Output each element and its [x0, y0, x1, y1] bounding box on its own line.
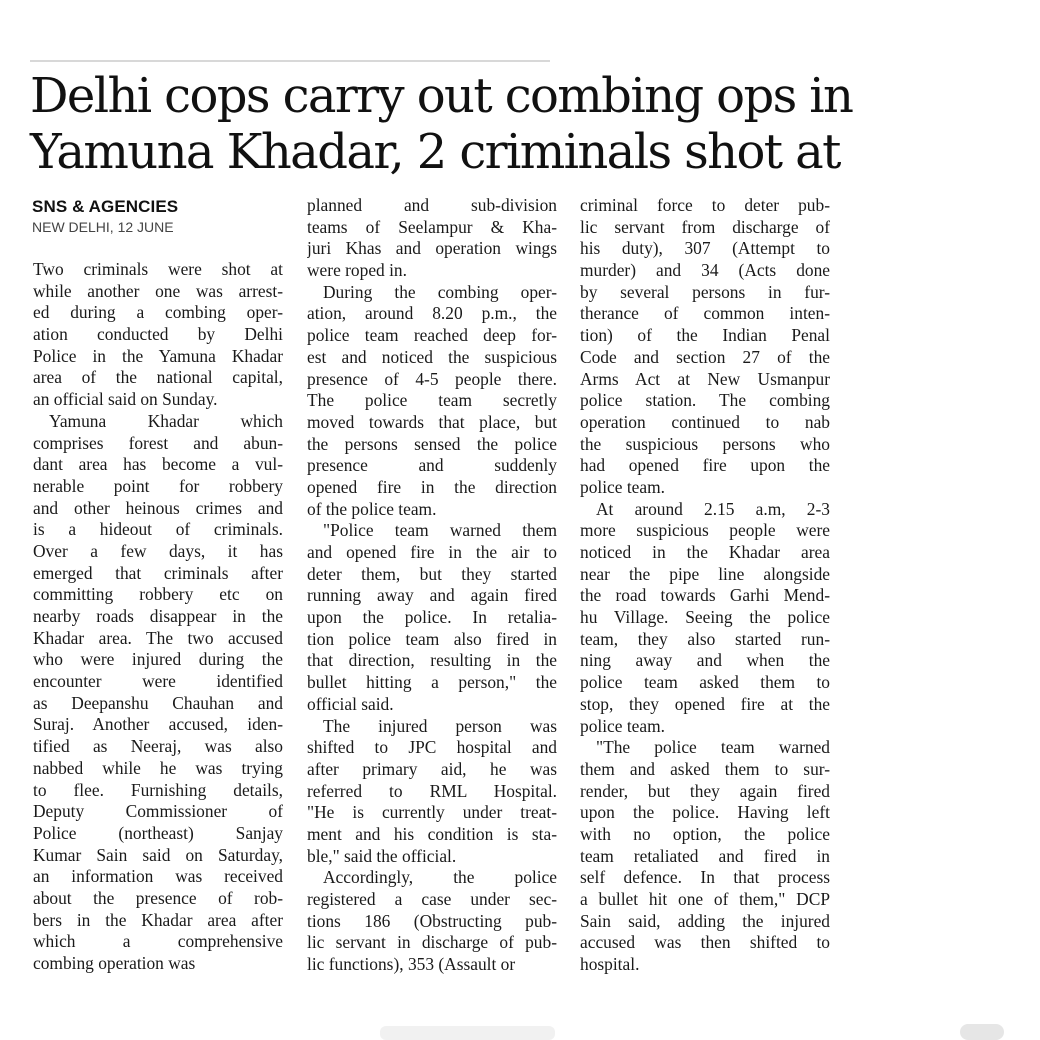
- text-line: nerable point for robbery: [33, 475, 283, 496]
- text-line: lic functions), 353 (Assault or: [307, 954, 516, 975]
- byline-dateline: NEW DELHI, 12 JUNE: [32, 219, 174, 235]
- text-line: tion police team also fired in: [307, 628, 557, 649]
- text-line: police team.: [580, 476, 665, 497]
- text-line: Suraj. Another accused, iden-: [33, 714, 283, 735]
- text-line: murder) and 34 (Acts done: [580, 260, 830, 281]
- text-line: The police team secretly: [307, 390, 557, 411]
- text-line: self defence. In that process: [580, 867, 830, 888]
- article-headline: [30, 68, 1010, 180]
- text-line: bers in the Khadar area after: [33, 909, 283, 930]
- text-line: hu Village. Seeing the police: [580, 607, 830, 628]
- article-column-2: [307, 195, 557, 976]
- text-line: planned and sub-division: [307, 195, 557, 215]
- article-column-1: [33, 259, 283, 975]
- text-line: teams of Seelampur & Kha-: [307, 216, 557, 237]
- text-line: is a hideout of criminals.: [33, 519, 283, 540]
- text-line: juri Khas and operation wings: [307, 238, 557, 259]
- text-line: At around 2.15 a.m, 2-3: [596, 498, 830, 519]
- text-line: deter them, but they started: [307, 563, 557, 584]
- text-line: ation, around 8.20 p.m., the: [307, 303, 557, 324]
- header-rule: [30, 60, 550, 62]
- article-column-3: [580, 195, 830, 976]
- text-line: noticed in the Khadar area: [580, 542, 830, 562]
- text-line: near the pipe line alongside: [580, 563, 830, 584]
- text-line: Arms Act at New Usmanpur: [580, 368, 830, 389]
- text-line: and opened fire in the air to: [307, 542, 557, 562]
- text-line: "The police team warned: [596, 737, 830, 758]
- text-line: by several persons in fur-: [580, 281, 830, 302]
- text-line: During the combing oper-: [323, 281, 557, 302]
- text-line: the road towards Garhi Mend-: [580, 585, 830, 606]
- text-line: opened fire in the direction: [307, 476, 557, 497]
- text-line: the persons sensed the police: [307, 433, 557, 454]
- text-line: nabbed while he was trying: [33, 757, 283, 778]
- text-line: were roped in.: [307, 260, 407, 281]
- text-line: a bullet hit one of them," DCP: [580, 889, 830, 909]
- text-line: police team reached deep for-: [307, 325, 557, 346]
- text-line: committing robbery etc on: [33, 584, 283, 605]
- text-line: while another one was arrest-: [33, 280, 283, 301]
- text-line: to flee. Furnishing details,: [33, 779, 283, 800]
- byline-agency: SNS & AGENCIES: [32, 197, 179, 216]
- text-line: Code and section 27 of the: [580, 346, 830, 367]
- text-line: "He is currently under treat-: [307, 802, 557, 823]
- text-line: ning away and when the: [580, 650, 830, 671]
- text-line: emerged that criminals after: [33, 562, 283, 583]
- text-line: Police in the Yamuna Khadar: [33, 345, 283, 366]
- text-line: hospital.: [580, 954, 640, 975]
- text-line: Over a few days, it has: [33, 540, 283, 561]
- text-line: his duty), 307 (Attempt to: [580, 238, 830, 259]
- text-line: nearby roads disappear in the: [33, 606, 283, 626]
- text-line: upon the police. Having left: [580, 802, 830, 823]
- text-line: about the presence of rob-: [33, 887, 283, 908]
- text-line: Kumar Sain said on Saturday,: [33, 844, 283, 865]
- text-line: presence and suddenly: [307, 455, 557, 476]
- text-line: stop, they opened fire at the: [580, 693, 830, 714]
- corner-badge: [960, 1024, 1004, 1040]
- text-line: that direction, resulting in the: [307, 650, 557, 671]
- text-line: area of the national capital,: [33, 367, 283, 388]
- text-line: as Deepanshu Chauhan and: [33, 692, 283, 713]
- headline-line-2: Yamuna Khadar, 2 criminals shot at: [30, 124, 840, 180]
- text-line: ment and his condition is sta-: [307, 823, 557, 844]
- text-line: them and asked them to sur-: [580, 758, 830, 779]
- text-line: Two criminals were shot at: [33, 259, 283, 279]
- text-line: est and noticed the suspicious: [307, 346, 557, 367]
- text-line: running away and again fired: [307, 585, 557, 606]
- text-line: Khadar area. The two accused: [33, 627, 283, 648]
- text-line: referred to RML Hospital.: [307, 780, 557, 801]
- text-line: accused was then shifted to: [580, 932, 830, 953]
- text-line: shifted to JPC hospital and: [307, 737, 557, 758]
- text-line: official said.: [307, 693, 394, 714]
- text-line: police team.: [580, 715, 665, 736]
- text-line: operation continued to nab: [580, 411, 830, 432]
- text-line: ed during a combing oper-: [33, 302, 283, 323]
- text-line: had opened fire upon the: [580, 455, 830, 476]
- headline-line-1: Delhi cops carry out combing ops in: [30, 68, 853, 124]
- byline: [32, 196, 282, 237]
- text-line: encounter were identified: [33, 671, 283, 692]
- text-line: tions 186 (Obstructing pub-: [307, 910, 557, 931]
- text-line: Sain said, adding the injured: [580, 910, 830, 931]
- text-line: dant area has become a vul-: [33, 454, 283, 475]
- text-line: police station. The combing: [580, 390, 830, 411]
- text-line: more suspicious people were: [580, 520, 830, 541]
- text-line: an official said on Sunday.: [33, 389, 218, 410]
- text-line: Yamuna Khadar which: [49, 410, 283, 431]
- text-line: and other heinous crimes and: [33, 497, 283, 518]
- scroll-indicator: [380, 1026, 555, 1040]
- text-line: The injured person was: [323, 715, 557, 736]
- text-line: Police (northeast) Sanjay: [33, 822, 283, 843]
- text-line: moved towards that place, but: [307, 411, 557, 432]
- text-line: police team asked them to: [580, 672, 830, 693]
- text-line: team retaliated and fired in: [580, 845, 830, 866]
- text-line: of the police team.: [307, 498, 437, 519]
- text-line: team, they also started run-: [580, 628, 830, 649]
- text-line: Accordingly, the police: [323, 867, 557, 888]
- text-line: the suspicious persons who: [580, 433, 830, 454]
- text-line: lic servant from discharge of: [580, 216, 830, 237]
- text-line: combing operation was: [33, 953, 196, 973]
- text-line: bullet hitting a person," the: [307, 672, 557, 693]
- text-line: ation conducted by Delhi: [33, 324, 283, 345]
- text-line: upon the police. In retalia-: [307, 607, 557, 628]
- text-line: "Police team warned them: [323, 520, 557, 541]
- text-line: criminal force to deter pub-: [580, 195, 830, 215]
- text-line: comprises forest and abun-: [33, 432, 283, 453]
- text-line: with no option, the police: [580, 823, 830, 844]
- text-line: who were injured during the: [33, 649, 283, 670]
- text-line: therance of common inten-: [580, 303, 830, 324]
- text-line: presence of 4-5 people there.: [307, 368, 557, 389]
- text-line: which a comprehensive: [33, 931, 283, 952]
- text-line: registered a case under sec-: [307, 889, 557, 909]
- text-line: render, but they again fired: [580, 780, 830, 801]
- text-line: tion) of the Indian Penal: [580, 325, 830, 346]
- text-line: lic servant in discharge of pub-: [307, 932, 557, 953]
- text-line: an information was received: [33, 866, 283, 887]
- text-line: Deputy Commissioner of: [33, 801, 283, 822]
- text-line: tified as Neeraj, was also: [33, 736, 283, 757]
- text-line: after primary aid, he was: [307, 758, 557, 779]
- text-line: ble," said the official.: [307, 845, 457, 866]
